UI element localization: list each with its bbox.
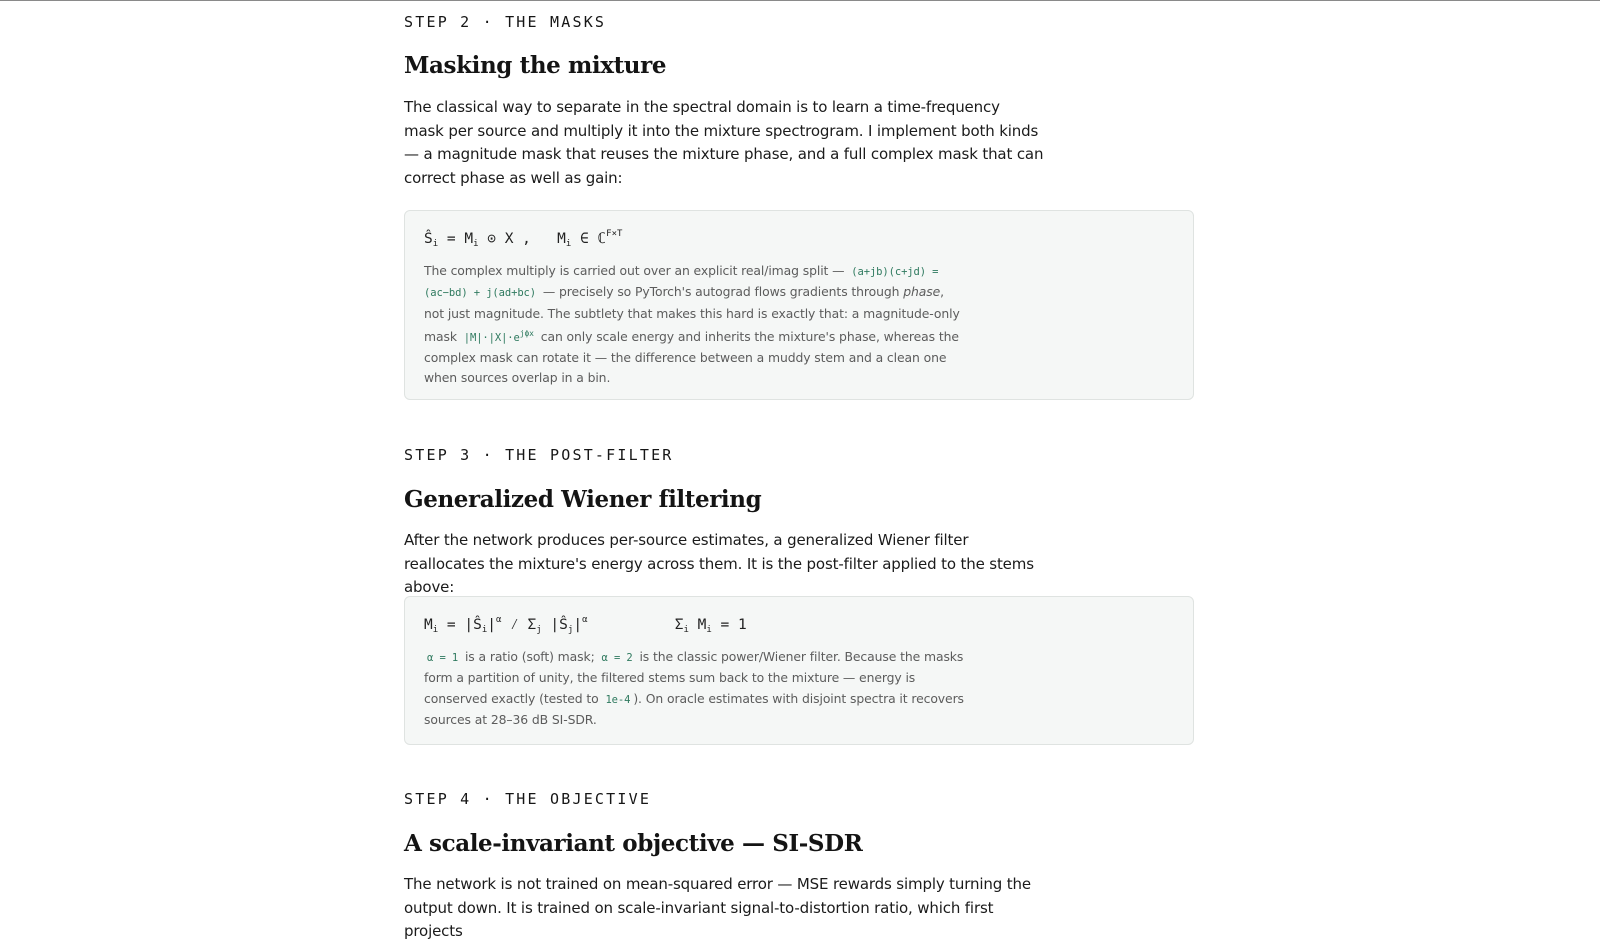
section-body: The classical way to separate in the spectral domain is to learn a time-frequency mask per source and multiply it into the mixture spectrogram. I implement both kinds — a magnitude mask that reuses the mixture phase, and a full complex mask that can correct phase as well as gain:: [404, 98, 1044, 187]
section-body: After the network produces per-source estimates, a generalized Wiener filter reallocates the mixture's energy across them. It is the post-filter applied to the stems above:: [404, 531, 1034, 596]
equation-note: α = 1 is a ratio (soft) mask; α = 2 is the classic power/Wiener filter. Because the masks form a partition of unity, the filtered stems sum back to the mixture — energy is conserved exactly (tested to 1e-4 ). On oracle estimates with disjoint spectra it recovers sources at 28–36 dB SI-SDR.: [424, 649, 964, 727]
section-heading: Masking the mixture: [404, 52, 667, 79]
inline-code: α = 1: [427, 652, 459, 664]
section-heading: Generalized Wiener filtering: [404, 486, 762, 513]
inline-code: α = 2: [601, 652, 633, 664]
equation-note: The complex multiply is carried out over an explicit real/imag split — (a+jb)(c+jd) = (ac−bd) + j(ad+bc) — precisely so PyTorch's autograd flows gradients through phase, not just magnitude. The subtlety that makes this hard is exactly that: a magnitude-only mask $|M|\cdot|X|\cdot e^{j\phi x}$ can only scale energy and inherits the mixture's phase, whereas the complex mask can rotate it — the difference between a muddy stem and a clean one when sources overlap in a bin.: [424, 263, 960, 386]
step-eyebrow: STEP 4 · THE OBJECTIVE: [404, 790, 652, 808]
inline-code: $|M|\cdot|X|\cdot e^{j\phi x}$: [463, 328, 534, 344]
equation-card: [404, 596, 1194, 745]
equation: $M_i$ = $|Ŝ_i|^\alpha$ ⁄ $\Sigma_j$ $|Ŝ_j|^\alpha$ $\Sigma_i$ $M_i = 1$: [424, 615, 747, 635]
inline-code: (a+jb)(c+jd) = (ac−bd) + j(ad+bc): [424, 266, 939, 300]
step-eyebrow: STEP 3 · THE POST-FILTER: [404, 446, 674, 464]
equation: $Ŝ_i = M_i$ ⊙ X , $M_i$ ∈ ℂ$^{F\times T}$: [424, 229, 623, 249]
emphasis: phase: [903, 284, 941, 300]
section-heading: A scale-invariant objective — SI-SDR: [404, 830, 863, 857]
inline-code: 1e-4: [605, 693, 631, 706]
step-eyebrow: STEP 2 · THE MASKS: [404, 13, 607, 31]
section-body: The network is not trained on mean-squared error — MSE rewards simply turning the output down. It is trained on scale-invariant signal-to-distortion ratio, which first projects: [404, 875, 1031, 940]
equation-card: [404, 210, 1194, 400]
